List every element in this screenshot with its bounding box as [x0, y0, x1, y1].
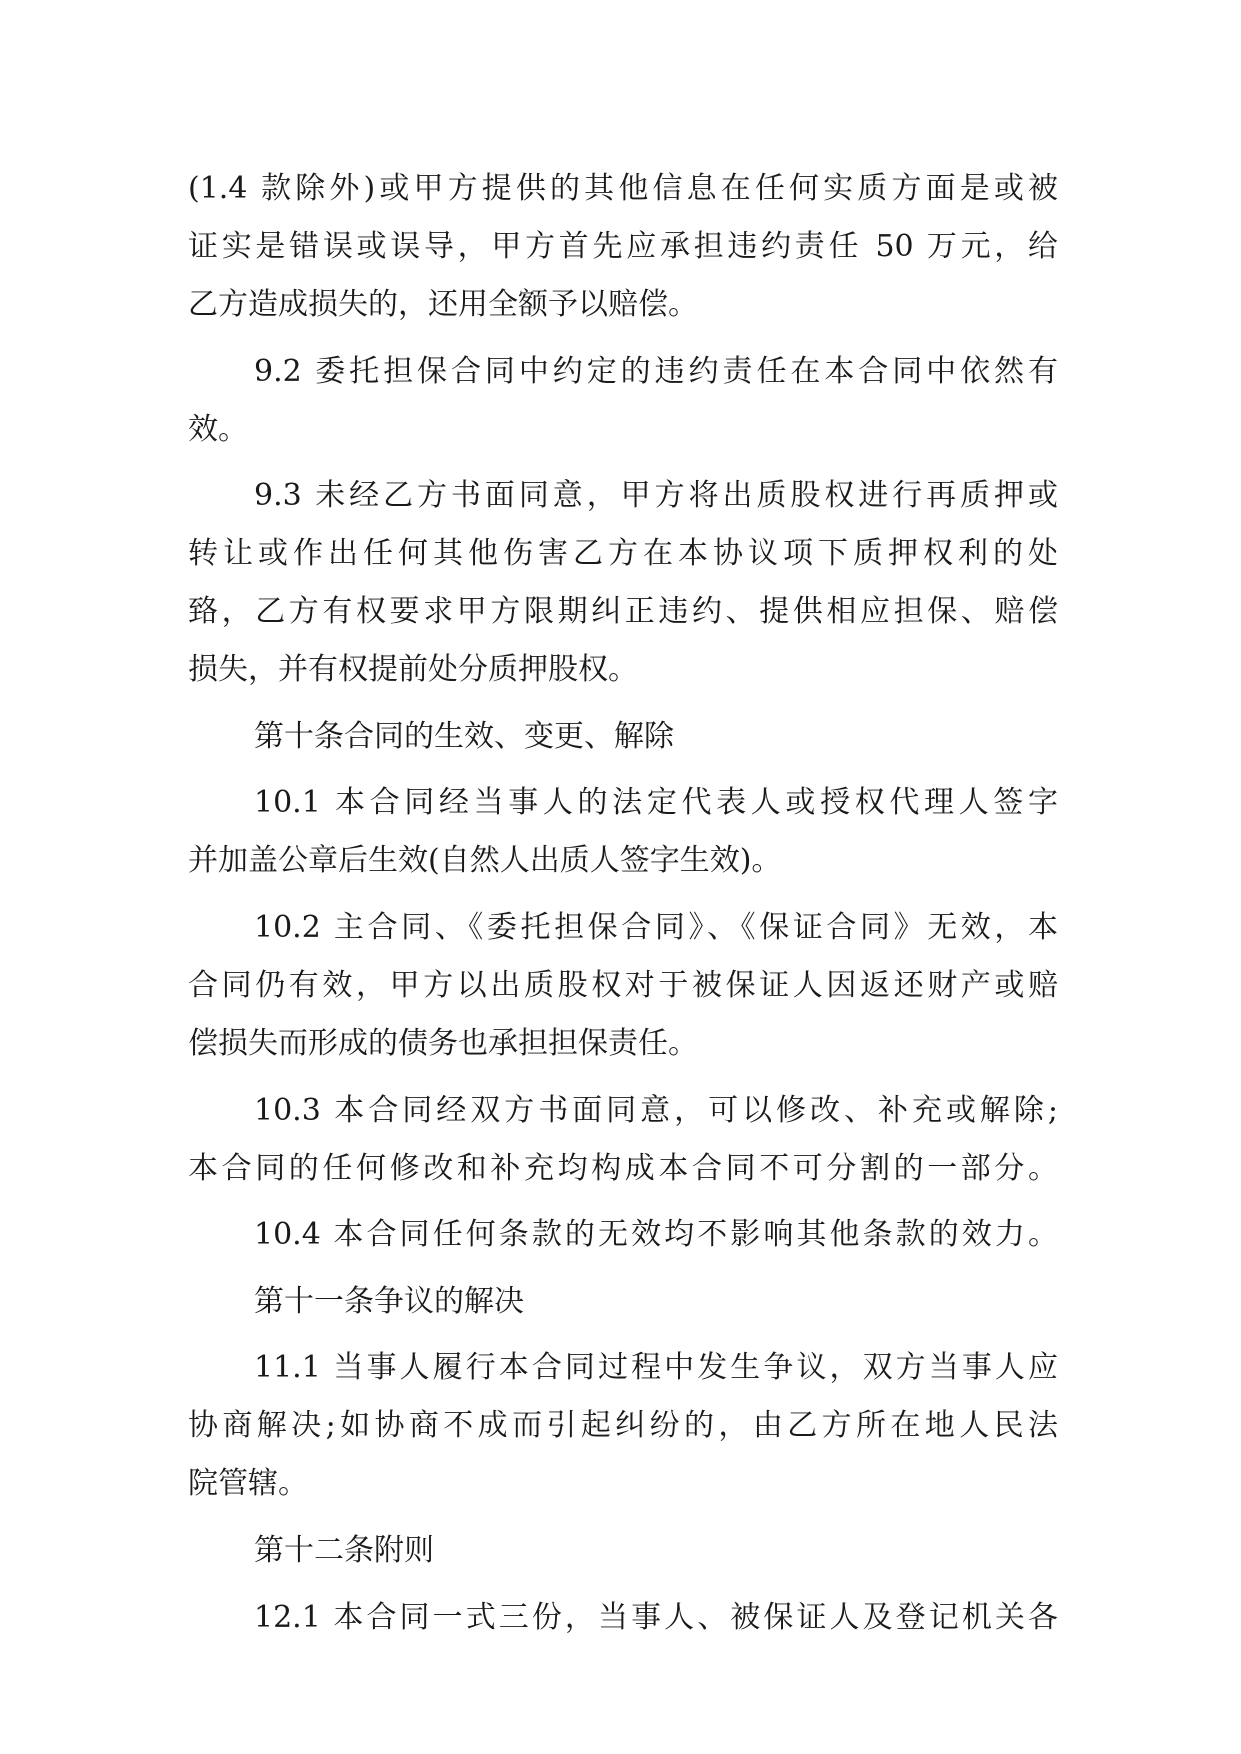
section-heading-article-11	[188, 1273, 1058, 1331]
text-line: 并加盖公章后生效(自然人出质人签字生效)。	[188, 843, 782, 879]
text-line: 乙方造成损失的，还用全额予以赔偿。	[188, 287, 698, 322]
paragraph-clause-10-2	[188, 899, 1058, 1073]
text-line: 院管辖。	[188, 1466, 308, 1502]
section-heading-article-12	[188, 1522, 1058, 1580]
text-line: 合同仍有效，甲方以出质股权对于被保证人因返还财产或赔	[188, 967, 1058, 1003]
text-line: 本合同的任何修改和补充均构成本合同不可分割的一部分。	[188, 1150, 1058, 1186]
document-body	[188, 160, 1058, 1655]
text-line: 协商解决;如协商不成而引起纠纷的，由乙方所在地人民法	[188, 1408, 1058, 1444]
paragraph-clause-11-1	[188, 1339, 1058, 1513]
text-line: 9.3 未经乙方书面同意，甲方将出质股权进行再质押或	[254, 478, 1058, 514]
paragraph-clause-12-1	[188, 1589, 1058, 1647]
paragraph-clause-10-4	[188, 1206, 1058, 1264]
text-line: 第十二条附则	[254, 1532, 434, 1568]
paragraph-clause-9-3	[188, 467, 1058, 699]
paragraph-clause-10-3	[188, 1082, 1058, 1198]
text-line: 12.1 本合同一式三份，当事人、被保证人及登记机关各	[254, 1599, 1058, 1635]
text-line: 证实是错误或误导，甲方首先应承担违约责任 50 万元，给	[188, 229, 1058, 264]
text-line: 11.1 当事人履行本合同过程中发生争议，双方当事人应	[254, 1350, 1058, 1386]
paragraph-clause-10-1	[188, 774, 1058, 890]
text-line: 9.2 委托担保合同中约定的违约责任在本合同中依然有	[254, 353, 1058, 389]
text-line: 10.3 本合同经双方书面同意，可以修改、补充或解除;	[254, 1092, 1058, 1128]
text-line: 第十条合同的生效、变更、解除	[254, 718, 674, 754]
section-heading-article-10	[188, 708, 1058, 766]
text-line: 效。	[188, 411, 248, 447]
text-line: 偿损失而形成的债务也承担担保责任。	[188, 1025, 698, 1061]
text-line: 10.4 本合同任何条款的无效均不影响其他条款的效力。	[254, 1217, 1058, 1253]
text-line: (1.4 款除外)或甲方提供的其他信息在任何实质方面是或被	[188, 171, 1058, 206]
text-line: 第十一条争议的解决	[254, 1283, 524, 1319]
text-line: 10.2 主合同、《委托担保合同》、《保证合同》无效，本	[254, 909, 1058, 945]
text-line: 10.1 本合同经当事人的法定代表人或授权代理人签字	[254, 785, 1058, 821]
paragraph-breach-liability	[188, 160, 1058, 334]
paragraph-clause-9-2	[188, 343, 1058, 459]
text-line: 损失，并有权提前处分质押股权。	[188, 652, 638, 688]
text-line: 臵，乙方有权要求甲方限期纠正违约、提供相应担保、赔偿	[188, 594, 1058, 630]
text-line: 转让或作出任何其他伤害乙方在本协议项下质押权利的处	[188, 536, 1058, 572]
